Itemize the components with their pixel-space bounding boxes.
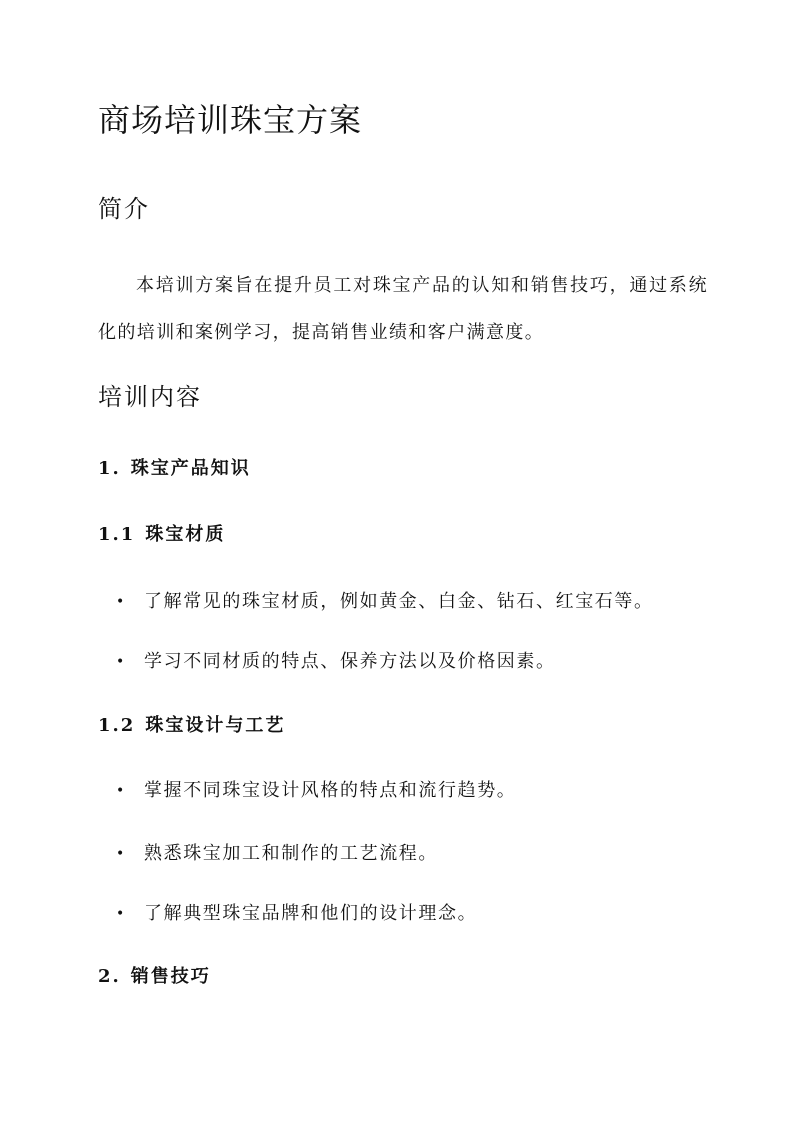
heading-number: 2. bbox=[98, 966, 121, 987]
bullet-icon: • bbox=[116, 783, 126, 799]
bullet-icon: • bbox=[116, 654, 126, 670]
bullet-icon: • bbox=[116, 846, 126, 862]
list-item-text: 了解典型珠宝品牌和他们的设计理念。 bbox=[144, 903, 478, 924]
heading-text: 销售技巧 bbox=[130, 966, 211, 987]
heading-text: 珠宝材质 bbox=[145, 524, 226, 545]
heading-jewelry-materials bbox=[98, 521, 225, 549]
heading-text: 珠宝产品知识 bbox=[130, 458, 251, 479]
heading-product-knowledge bbox=[98, 455, 251, 483]
heading-number: 1. bbox=[98, 458, 121, 479]
heading-number: 1.2 bbox=[98, 715, 136, 736]
list-item-text: 掌握不同珠宝设计风格的特点和流行趋势。 bbox=[144, 780, 517, 801]
list-item bbox=[116, 777, 516, 805]
heading-text: 珠宝设计与工艺 bbox=[145, 715, 286, 736]
list-item bbox=[116, 840, 438, 868]
heading-number: 1.1 bbox=[98, 524, 136, 545]
bullet-icon: • bbox=[116, 906, 126, 922]
list-item bbox=[116, 648, 556, 676]
bullet-icon: • bbox=[116, 594, 126, 610]
list-item bbox=[116, 900, 477, 928]
list-item-text: 熟悉珠宝加工和制作的工艺流程。 bbox=[144, 843, 438, 864]
heading-design-craft bbox=[98, 712, 285, 740]
list-item-text: 了解常见的珠宝材质，例如黄金、白金、钻石、红宝石等。 bbox=[144, 591, 654, 612]
section-heading-intro: 简介 bbox=[98, 195, 150, 223]
list-item bbox=[116, 588, 654, 616]
intro-paragraph: 本培训方案旨在提升员工对珠宝产品的认知和销售技巧，通过系统化的培训和案例学习，提高销售业绩和客户满意度。 bbox=[98, 275, 708, 343]
document-title: 商场培训珠宝方案 bbox=[98, 101, 363, 139]
heading-sales-skills bbox=[98, 963, 211, 991]
section-heading-training-content: 培训内容 bbox=[98, 383, 202, 411]
list-item-text: 学习不同材质的特点、保养方法以及价格因素。 bbox=[144, 651, 556, 672]
